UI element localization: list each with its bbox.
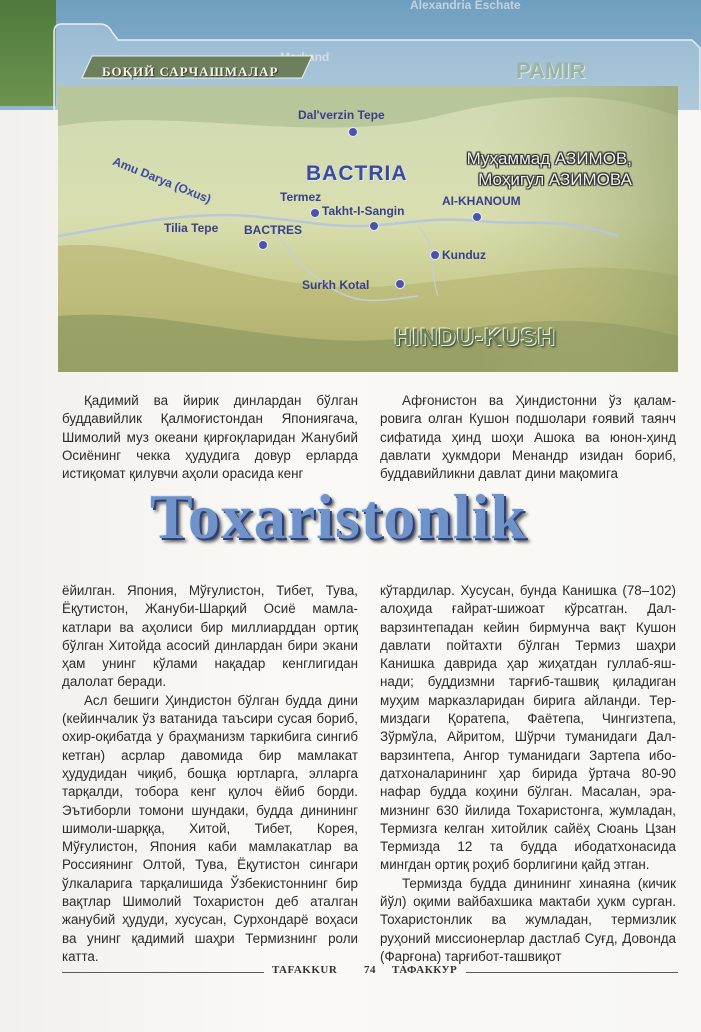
left-paragraph-2: Асл бешиги Ҳиндистон бўлган будда дини (кейинчалик ўз ватанида таъсири сусая бориб, охир-оқибатда у браҳманизм таркибига сингиб кетган) асрлар давомида бир мамлакат ҳудудидан чиқиб, бошқа юртларга, элларга тарқалди, тобора кенг қулоч ёйиб борди. Эътиборли томони шундаки, будда динининг шимоли-шарққа, Хитой, Тибет, Корея, Мўғулистон, Япония каби мамлакатлар ва Россиянинг Олтой, Тува, Ёқутистон сингари ўлкаларига тарқалишида Ўзбекистоннинг бир вақтлар Шимолий Тохаристон деб аталган жанубий ҳудуди, хусусан, Сурхондарё воҳаси ва унинг қадимий шаҳри Термизнинг роли катта. (62, 692, 358, 964)
footer-label-left: TAFAKKUR (272, 964, 338, 976)
intro-left-paragraph: Қадимий ва йирик динлардан бўлган буддавийлик Қалмоғистондан Япониягача, Шимолий муз океани қирғоқларидан Жанубий Осиёнинг чекка ҳудудига довур ерларда истиқомат қилувчи аҳоли орасида кенг (62, 393, 358, 482)
river-label: Amu Darya (Oxus) (110, 154, 214, 207)
left-column (62, 582, 358, 966)
region-hindukush: HINDU-KUSH (394, 324, 556, 351)
place-kunduz: Kunduz (442, 248, 486, 262)
place-aikhanoum: AI-KHANOUM (442, 194, 521, 208)
dalverzin-marker (348, 127, 358, 137)
ghost-map-label: Alexandria Eschate (410, 0, 521, 12)
place-surkh: Surkh Kotal (302, 278, 370, 292)
aikhanoum-marker (472, 212, 482, 222)
right-paragraph-2: Термизда будда динининг хинаяна (кичик йўл) оқими вайбахшика мактаби ҳукм сурган. Тохаристонлик ва жумладан, термизлик руҳоний миссионерлар дастлаб Суғд, Довонда (Фарғона) тарғибот-ташвиқот (380, 875, 676, 964)
page-number: 74 (364, 964, 376, 976)
place-tilia: Tilia Tepe (164, 221, 219, 235)
footer-rule-left (62, 972, 264, 973)
place-takht: Takht-I-Sangin (322, 204, 405, 218)
map-figure (58, 86, 678, 372)
right-paragraph-1: кўтардилар. Хусусан, бунда Канишка (78–102) алоҳида ғайрат-шижоат кўрсатган. Далварзинтепадан кейин бирмунча вақт Кушон давлати пойтахти бўлган Термиз шаҳри Канишка даврида ҳар жиҳатдан гуллаб-яшнади; буддизмни тарғиб-ташвиқ қиладиган муҳим марказларидан бирига айланди. Термиздаги Қоратепа, Фаётепа, Чингизтепа, Зўрмўла, Айритом, Шўрчи туманидаги Далварзинтепа, Ангор туманидаги Зартепа ибодатхоналарининг ҳар бирида ўртача 80-90 нафар будда коҳини бўлган. Масалан, эрамизнинг 630 йилида Тохаристонга, жумладан, Термизга келган хитойлик сайёҳ Сюань Цзан Термизда 12 та будда ибодатхонасида мингдан ортиқ роҳиб борлигини қайд этган. (380, 583, 676, 873)
bactres-marker (258, 240, 268, 250)
author-name-2: Моҳигул АЗИМОВА (478, 170, 632, 189)
place-termez: Termez (280, 190, 322, 204)
intro-left-column (62, 392, 358, 483)
green-corner-block (0, 0, 56, 106)
author-name-1: Муҳаммад АЗИМОВ, (466, 149, 632, 168)
article-title: Toxaristonlik (150, 481, 527, 552)
place-dalverzin: Dal'verzin Tepe (298, 108, 385, 122)
place-bactres: BACTRES (244, 223, 303, 237)
termez-marker (310, 208, 320, 218)
left-paragraph-1: ёйилган. Япония, Мўғулистон, Тибет, Тува, Ёқутистон, Жануби-Шарқий Осиё мамлакатлари ва аҳолиси бир миллиарддан ортиқ бўлган Хитойда асосий динлардан бири экани ҳам унинг кўлами нақадар кенглигидан далолат беради. (62, 583, 358, 690)
right-column (380, 582, 676, 966)
surkh-marker (395, 279, 405, 289)
section-label: БОҚИЙ САРЧАШМАЛАР (102, 64, 279, 79)
intro-right-column (380, 392, 676, 483)
terrain-map (58, 86, 678, 372)
footer-rule-right (466, 972, 678, 973)
authors-block (430, 148, 632, 190)
region-bactria: BACTRIA (306, 162, 408, 185)
intro-right-paragraph: Афғонистон ва Ҳиндистонни ўз қаламровига олган Кушон подшолари ғоявий таянч сифатида ҳинд шоҳи Ашока ва юнон-ҳинд давлати ҳукмдори Менандр изидан бориб, буддавийликни давлат дини мақомига (380, 393, 676, 482)
footer-label-right: ТАФАККУР (392, 964, 458, 976)
takht-marker (369, 221, 379, 231)
kunduz-marker (430, 250, 440, 260)
region-pamir: PAMIR (516, 58, 586, 83)
